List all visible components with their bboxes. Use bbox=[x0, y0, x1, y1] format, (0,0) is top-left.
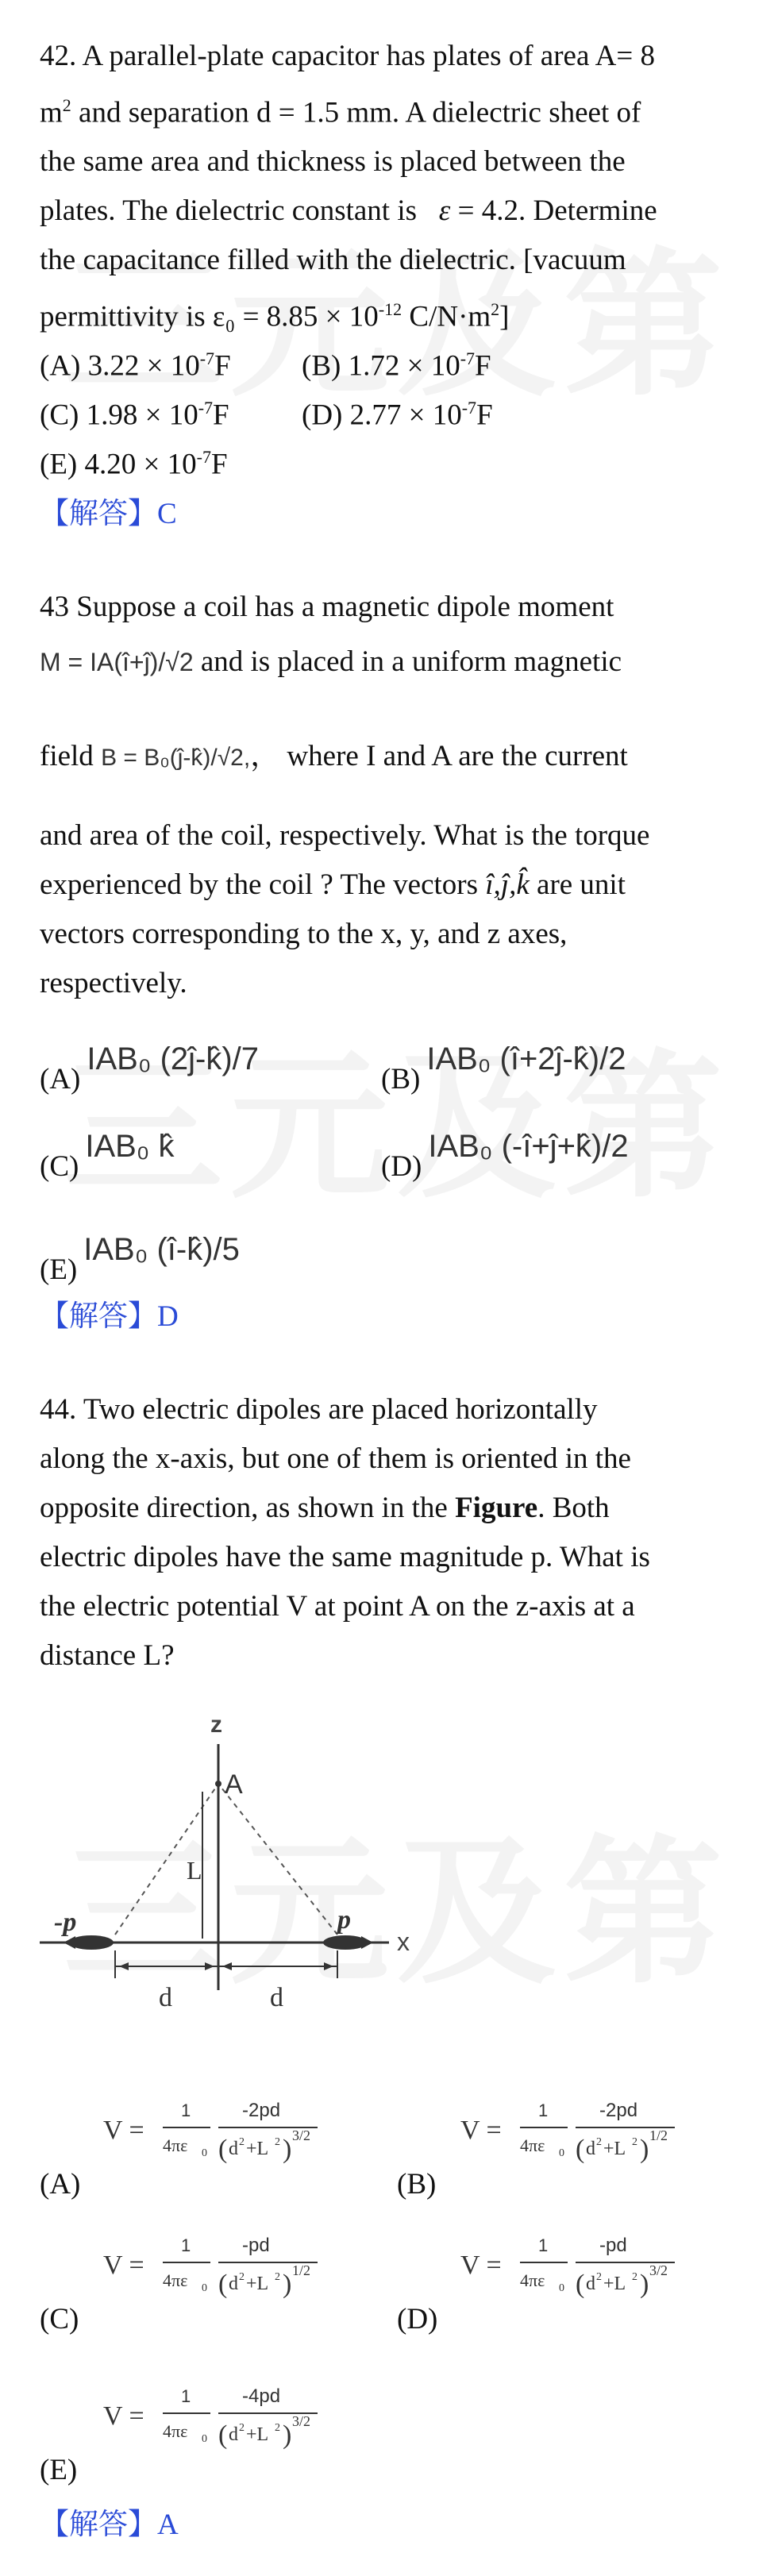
svg-text:2: 2 bbox=[632, 2135, 637, 2148]
q43-line: field B = B₀(ĵ-k̂)/√2,， where I and A are the current bbox=[40, 739, 628, 772]
q43-line: vectors corresponding to the x, y, and z axes, bbox=[40, 917, 568, 950]
svg-text:4πε: 4πε bbox=[163, 2420, 188, 2441]
option-label: (D) bbox=[397, 2302, 438, 2335]
svg-text:2: 2 bbox=[239, 2270, 245, 2283]
q43-answer: 【解答】D bbox=[40, 1300, 179, 1333]
svg-text:+L: +L bbox=[603, 2138, 626, 2159]
potential-formula bbox=[103, 2081, 389, 2177]
svg-text:(: ( bbox=[576, 2269, 585, 2299]
point-a bbox=[215, 1781, 221, 1787]
svg-text:0: 0 bbox=[559, 2147, 564, 2159]
d-arrow bbox=[324, 1962, 333, 1970]
q44-line: distance L? bbox=[40, 1638, 175, 1672]
q44-line: along the x-axis, but one of them is oriented in the bbox=[40, 1442, 631, 1475]
svg-text:4πε: 4πε bbox=[520, 2270, 545, 2290]
svg-text:(: ( bbox=[576, 2134, 585, 2164]
svg-text:2: 2 bbox=[239, 2135, 245, 2148]
svg-text:): ) bbox=[283, 2269, 292, 2299]
svg-text:V =: V = bbox=[103, 2401, 144, 2431]
svg-text:2: 2 bbox=[275, 2421, 280, 2434]
option-label: (B) bbox=[397, 2167, 437, 2201]
option-a[interactable] bbox=[40, 2099, 397, 2201]
svg-text:2: 2 bbox=[275, 2270, 280, 2283]
q42-line: the same area and thickness is placed between the bbox=[40, 145, 626, 179]
d-label-left: d bbox=[159, 1982, 172, 2012]
q44-line: 44. Two electric dipoles are placed horizontally bbox=[40, 1392, 598, 1426]
svg-text:-2pd: -2pd bbox=[242, 2099, 281, 2121]
svg-text:0: 0 bbox=[202, 2147, 207, 2159]
q44-answer: 【解答】A bbox=[40, 2508, 179, 2541]
question-44 bbox=[40, 1385, 754, 2550]
dipole-figure bbox=[40, 1704, 421, 2046]
neg-p-label: -p bbox=[54, 1907, 77, 1937]
svg-text:1: 1 bbox=[538, 2235, 549, 2255]
d-arrow bbox=[205, 1962, 214, 1970]
svg-text:(: ( bbox=[218, 2134, 228, 2164]
svg-text:1: 1 bbox=[181, 2100, 191, 2120]
svg-text:0: 0 bbox=[559, 2281, 564, 2294]
potential-formula bbox=[103, 2367, 389, 2462]
q43-line: 43 Suppose a coil has a magnetic dipole moment bbox=[40, 590, 614, 623]
svg-text:0: 0 bbox=[202, 2432, 207, 2445]
option-label: (C) bbox=[40, 2302, 79, 2335]
dipole-left bbox=[69, 1935, 114, 1950]
q43-options-row bbox=[40, 1008, 754, 1095]
dipole-right bbox=[323, 1935, 368, 1950]
option-c[interactable]: (C) IAB₀ k̂ bbox=[40, 1128, 175, 1183]
q43-options-row bbox=[40, 1183, 754, 1286]
svg-text:+L: +L bbox=[246, 2273, 269, 2294]
svg-text:3/2: 3/2 bbox=[292, 2412, 311, 2429]
svg-text:d: d bbox=[229, 2424, 238, 2445]
q42-line: permittivity is $\varepsilon_0 = 8.85 \times 10^{-12}$ $C/N\cdot m^2$] bbox=[40, 299, 510, 333]
option-e[interactable]: (E) IAB₀ (î-k̂)/5 bbox=[40, 1231, 240, 1286]
option-a[interactable]: (A) IAB₀ (2ĵ-k̂)/7 bbox=[40, 1041, 260, 1095]
field-formula: B = B₀(ĵ-k̂)/√2, bbox=[101, 744, 251, 771]
svg-text:V =: V = bbox=[460, 2250, 502, 2280]
potential-formula bbox=[460, 2216, 746, 2312]
svg-text:3/2: 3/2 bbox=[649, 2262, 668, 2278]
svg-text:(: ( bbox=[218, 2269, 228, 2299]
svg-text:2: 2 bbox=[275, 2135, 280, 2148]
svg-text:+L: +L bbox=[603, 2273, 626, 2294]
q43-line: and area of the coil, respectively. What is the torque bbox=[40, 818, 650, 852]
q44-line: opposite direction, as shown in the Figure. Both bbox=[40, 1491, 610, 1524]
q43-line: experienced by the coil ? The vectors î,ĵ,k̂ are unit bbox=[40, 868, 626, 901]
svg-text:d: d bbox=[229, 2273, 238, 2294]
svg-text:-2pd: -2pd bbox=[599, 2099, 638, 2121]
option-b[interactable]: (B) $1.72 \times 10^{-7}F$ bbox=[302, 348, 491, 383]
svg-text:V =: V = bbox=[103, 2250, 144, 2280]
potential-formula bbox=[460, 2081, 746, 2177]
svg-text:-pd: -pd bbox=[599, 2234, 627, 2256]
q44-options bbox=[40, 2066, 754, 2486]
q44-line: the electric potential V at point A on the z-axis at a bbox=[40, 1589, 635, 1623]
option-c[interactable]: (C) $1.98 \times 10^{-7}F$ bbox=[40, 398, 229, 432]
q43-line: M = IA(î+ĵ)/√2 and is placed in a uniform magnetic bbox=[40, 645, 622, 678]
z-label: z bbox=[210, 1711, 222, 1738]
option-label: (E) bbox=[40, 2453, 78, 2486]
potential-formula bbox=[103, 2216, 389, 2312]
option-b[interactable] bbox=[397, 2099, 754, 2201]
svg-text:2: 2 bbox=[239, 2421, 245, 2434]
option-label: (A) bbox=[40, 2167, 81, 2201]
svg-text:V =: V = bbox=[103, 2115, 144, 2145]
dipole-right-arrow bbox=[361, 1936, 373, 1949]
svg-text:d: d bbox=[229, 2138, 238, 2159]
option-d[interactable]: (D) $2.77 \times 10^{-7}F$ bbox=[302, 398, 493, 432]
svg-text:1: 1 bbox=[538, 2100, 549, 2120]
svg-text:2: 2 bbox=[632, 2270, 637, 2283]
question-42 bbox=[40, 32, 754, 539]
option-c[interactable] bbox=[40, 2234, 397, 2335]
q42-line: plates. The dielectric constant is ε = 4.2. Determine bbox=[40, 194, 657, 228]
q43-options-row bbox=[40, 1095, 754, 1183]
svg-text:2: 2 bbox=[596, 2270, 602, 2283]
svg-text:+L: +L bbox=[246, 2424, 269, 2445]
svg-text:): ) bbox=[640, 2269, 649, 2299]
d-arrow bbox=[222, 1962, 232, 1970]
a-label: A bbox=[225, 1769, 243, 1800]
option-a[interactable]: (A) $3.22 \times 10^{-7}F$ bbox=[40, 348, 231, 383]
dipole-left-arrow bbox=[64, 1936, 75, 1949]
option-d[interactable] bbox=[397, 2234, 754, 2335]
svg-text:1/2: 1/2 bbox=[649, 2127, 668, 2143]
document-page bbox=[40, 32, 754, 2550]
option-d[interactable]: (D) IAB₀ (-î+ĵ+k̂)/2 bbox=[381, 1128, 629, 1183]
q42-answer: 【解答】C bbox=[40, 497, 177, 530]
svg-text:-4pd: -4pd bbox=[242, 2385, 281, 2407]
q42-line: 42. A parallel-plate capacitor has plates of area A= 8 bbox=[40, 40, 655, 72]
q42-options-row bbox=[40, 441, 754, 490]
svg-text:): ) bbox=[640, 2134, 649, 2164]
x-label: x bbox=[397, 1927, 410, 1956]
q42-line: $m^2$ and separation d = 1.5 mm. A dielectric sheet of bbox=[40, 95, 641, 129]
svg-text:-pd: -pd bbox=[242, 2234, 270, 2256]
svg-text:V =: V = bbox=[460, 2115, 502, 2145]
svg-text:4πε: 4πε bbox=[163, 2135, 188, 2155]
svg-text:4πε: 4πε bbox=[520, 2135, 545, 2155]
svg-text:3/2: 3/2 bbox=[292, 2127, 311, 2143]
option-e[interactable]: (E) $4.20 \times 10^{-7}F$ bbox=[40, 447, 228, 481]
svg-text:4πε: 4πε bbox=[163, 2270, 188, 2290]
d-arrow bbox=[119, 1962, 129, 1970]
q44-options-row bbox=[40, 2066, 754, 2201]
option-b[interactable]: (B) IAB₀ (î+2ĵ-k̂)/2 bbox=[381, 1041, 626, 1095]
l-label: L bbox=[187, 1855, 202, 1885]
svg-text:d: d bbox=[586, 2138, 595, 2159]
q43-line: respectively. bbox=[40, 966, 187, 999]
q44-options-row bbox=[40, 2201, 754, 2335]
d-label-right: d bbox=[270, 1982, 283, 2012]
svg-text:d: d bbox=[586, 2273, 595, 2294]
dashed-right bbox=[218, 1784, 337, 1935]
q42-line: the capacitance filled with the dielectric. [vacuum bbox=[40, 244, 626, 277]
q44-options-row bbox=[40, 2335, 754, 2486]
svg-text:+L: +L bbox=[246, 2138, 269, 2159]
moment-formula: M = IA(î+ĵ)/√2 bbox=[40, 647, 194, 676]
svg-text:(: ( bbox=[218, 2420, 228, 2450]
svg-text:): ) bbox=[283, 2134, 292, 2164]
option-e[interactable] bbox=[40, 2385, 413, 2486]
question-43 bbox=[40, 583, 754, 1342]
svg-text:2: 2 bbox=[596, 2135, 602, 2148]
svg-text:0: 0 bbox=[202, 2281, 207, 2294]
q44-line: electric dipoles have the same magnitude p. What is bbox=[40, 1540, 650, 1573]
svg-text:): ) bbox=[283, 2420, 292, 2450]
svg-text:1: 1 bbox=[181, 2235, 191, 2255]
svg-text:1: 1 bbox=[181, 2385, 191, 2406]
p-label: p bbox=[337, 1904, 351, 1935]
svg-text:1/2: 1/2 bbox=[292, 2262, 311, 2278]
